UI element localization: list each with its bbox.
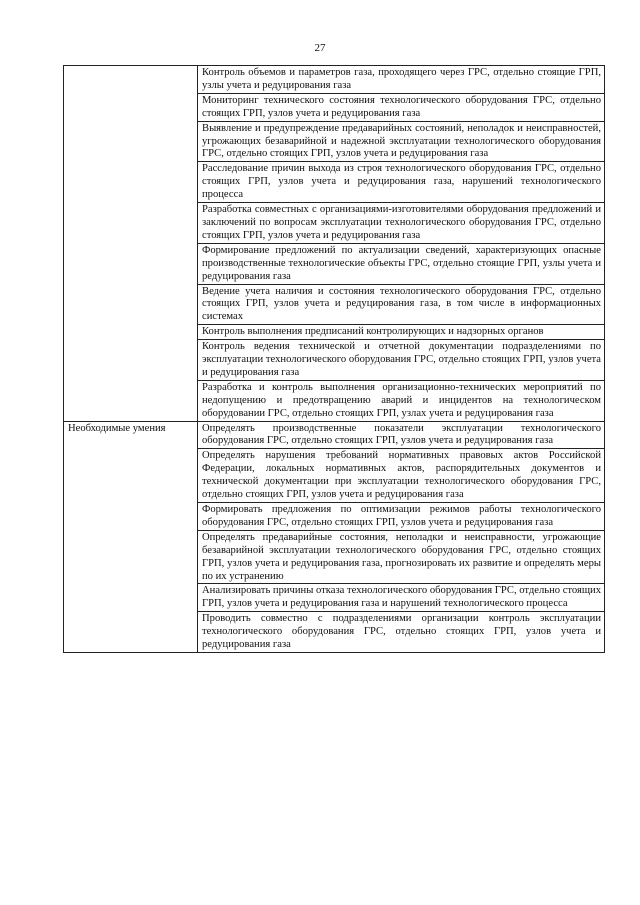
- cell-text: Мониторинг технического состояния технологического оборудования ГРС, отдельно стоящих ГРП, узлов учета и редуцирования газа: [202, 94, 601, 119]
- table-cell: [198, 449, 605, 503]
- cell-text: Расследование причин выхода из строя технологического оборудования ГРС, отдельно стоящих ГРП, узлов учета и редуцирования газа, нарушений технологического процесса: [202, 163, 601, 201]
- cell-text: Контроль ведения технической и отчетной документации подразделениями по эксплуатации технологического оборудования ГРС, отдельно стоящих ГРП, узлов учета и редуцирования газа: [202, 341, 601, 378]
- table-cell: [198, 284, 605, 325]
- cell-text: Выявление и предупреждение предаварийных состояний, неполадок и неисправностей, угрожающих безаварийной и надежной эксплуатации технологического оборудования ГРС, отдельно стоящих ГРП, узлов учета и редуцирования газа: [202, 122, 601, 160]
- cell-text: Формировать предложения по оптимизации режимов работы технологического оборудования ГРС, отдельно стоящих ГРП, узлов учета и редуцирования газа: [202, 504, 601, 528]
- page-number: 27: [314, 42, 326, 54]
- table-cell: [198, 584, 605, 612]
- row-group-label: [64, 66, 198, 422]
- cell-text: Определять нарушения требований нормативных правовых актов Российской Федерации, локальных нормативных актов, распорядительных документов и технической документации при эксплуатации технологического оборудования ГРС, отдельно стоящих ГРП, узлов учета и редуцирования газа: [202, 450, 601, 501]
- cell-text: Разработка совместных с организациями-изготовителями оборудования предложений и заключений по вопросам эксплуатации технологического оборудования ГРС, отдельно стоящих ГРП, узлов учета и редуцирования газа: [202, 204, 601, 241]
- cell-text: Разработка и контроль выполнения организационно-технических мероприятий по недопущению и предотвращению аварий и инцидентов на технологическом оборудовании ГРС, отдельно стоящих ГРП, узлах учета и редуцирования газа: [202, 381, 601, 419]
- table-cell: [198, 66, 605, 94]
- row-group-label: Необходимые умения: [64, 421, 198, 652]
- cell-text: Ведение учета наличия и состояния технологического оборудования ГРС, отдельно стоящих ГРП, узлов учета и редуцирования газа, в том числе в информационных системах: [202, 285, 601, 323]
- table-cell: [198, 530, 605, 584]
- cell-text: Анализировать причины отказа технологического оборудования ГРС, отдельно стоящих ГРП, узлов учета и редуцирования газа и нарушений технологического процесса: [202, 585, 601, 610]
- cell-text: Контроль выполнения предписаний контролирующих и надзорных органов: [202, 326, 544, 338]
- table-cell: [198, 612, 605, 653]
- cell-text: Определять производственные показатели эксплуатации технологического оборудования ГРС, отдельно стоящих ГРП, узлов учета и редуцирования газа: [202, 422, 601, 447]
- table-cell: [198, 421, 605, 449]
- cell-text: Формирование предложений по актуализации сведений, характеризующих опасные производственные технологические объекты ГРС, отдельно стоящие ГРП, узлы учета и редуцирования газа: [202, 244, 601, 282]
- table-cell: [198, 93, 605, 121]
- table-cell: [198, 340, 605, 381]
- table-row: [64, 66, 605, 94]
- table-cell: [198, 243, 605, 284]
- table-row: [64, 421, 605, 449]
- table-cell: [198, 503, 605, 531]
- competency-table-body: [64, 66, 605, 653]
- table-cell: [198, 325, 605, 340]
- table-cell: [198, 121, 605, 162]
- cell-text: Определять предаварийные состояния, неполадки и неисправности, угрожающие безаварийной эксплуатации технологического оборудования ГРС, отдельно стоящих ГРП, узлов учета и редуцирования газа, прогнозировать их развитие и определять меры по их устранению: [202, 531, 601, 582]
- cell-text: Контроль объемов и параметров газа, проходящего через ГРС, отдельно стоящие ГРП, узлы учета и редуцирования газа: [202, 67, 601, 91]
- cell-text: Проводить совместно с подразделениями организации контроль эксплуатации технологического оборудования ГРС, отдельно стоящих ГРП, узлов учета и редуцирования газа: [202, 613, 601, 651]
- table-cell: [198, 380, 605, 421]
- table-cell: [198, 162, 605, 203]
- table-cell: [198, 203, 605, 244]
- competency-table: [63, 65, 605, 653]
